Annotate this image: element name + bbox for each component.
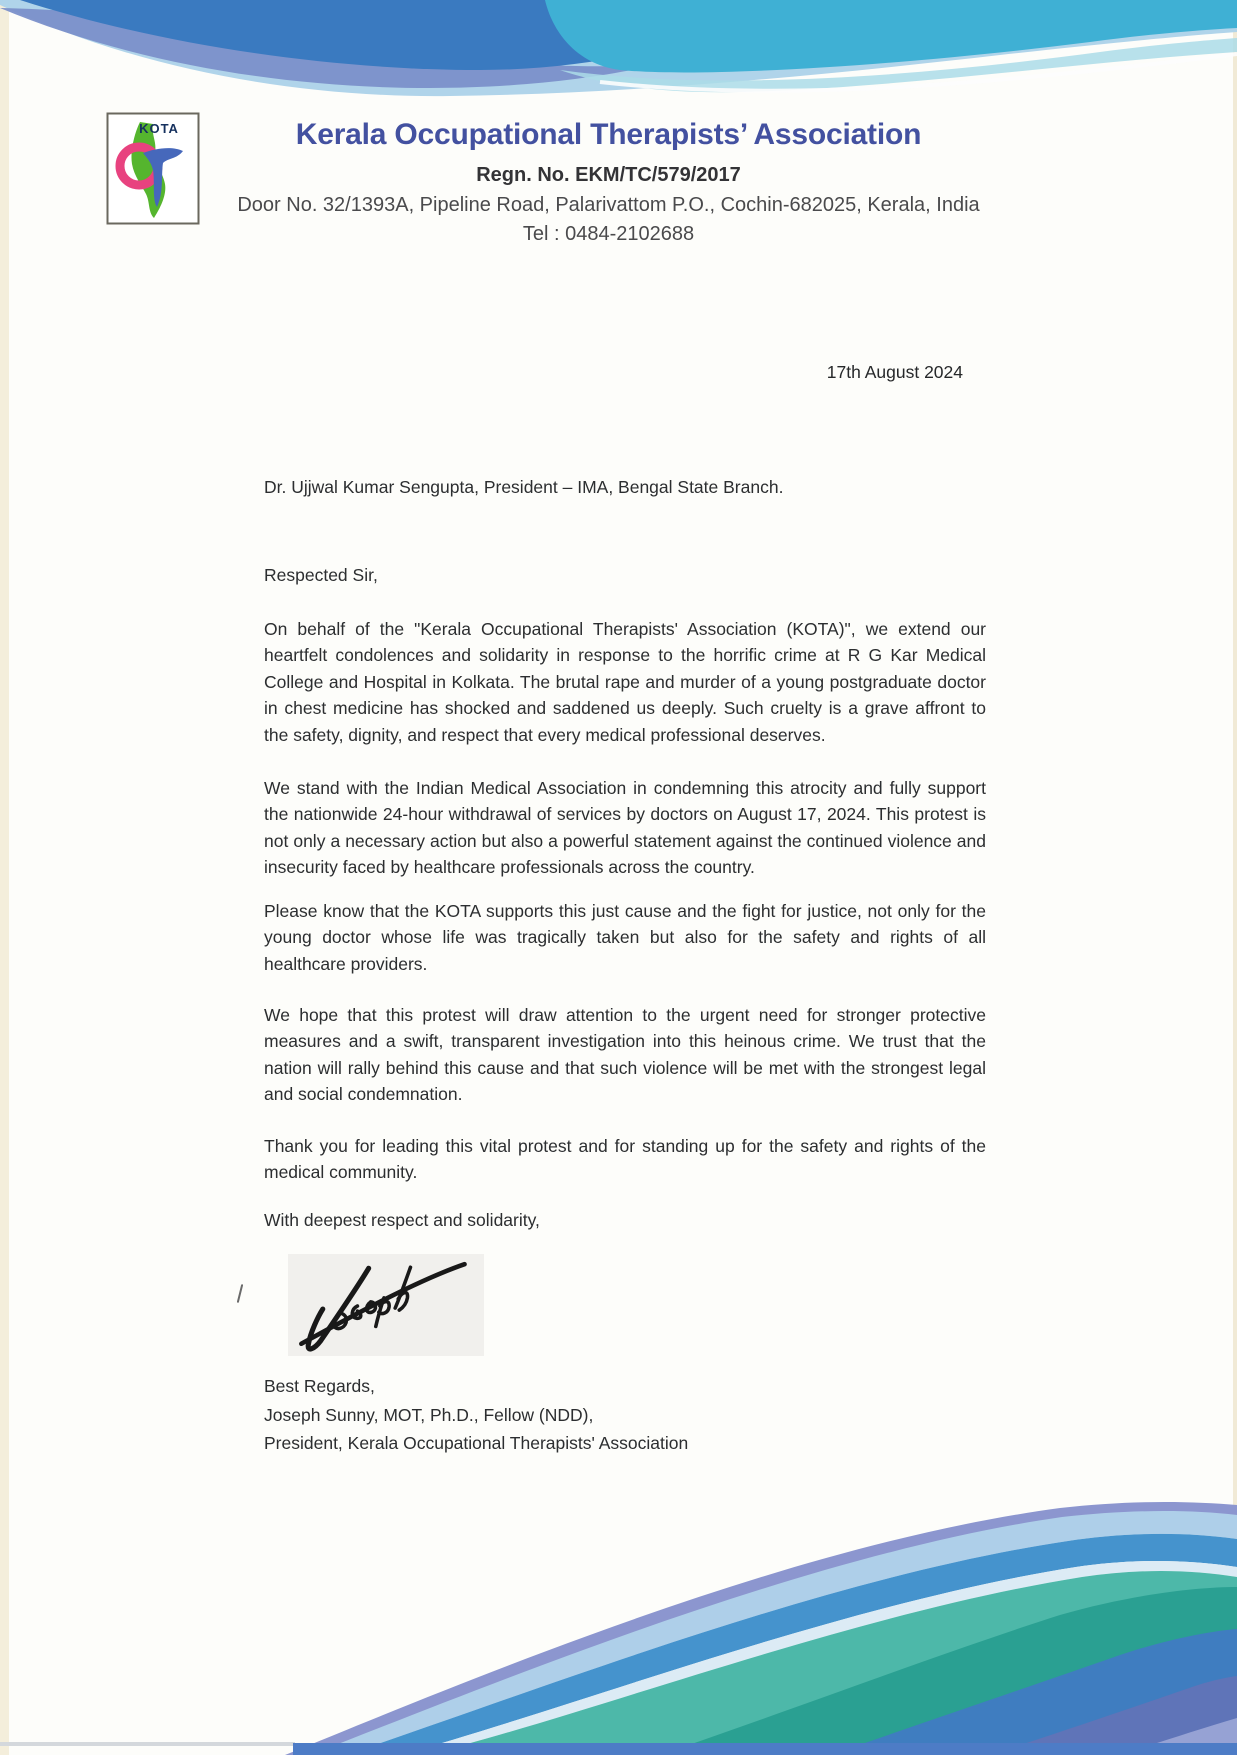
signoff: Best Regards, <box>264 1376 375 1396</box>
signature-image <box>288 1254 484 1356</box>
footer-wave-graphic <box>0 1455 1237 1755</box>
paragraph-3: Please know that the KOTA supports this just cause and the fight for justice, not only for the young doctor whose life was tragically taken but also for the safety and rights of all healthcare providers. <box>264 901 986 974</box>
closing-line: With deepest respect and solidarity, <box>264 1210 540 1230</box>
recipient-line: Dr. Ujjwal Kumar Sengupta, President – IMA, Bengal State Branch. <box>264 477 784 497</box>
signatory-title: President, Kerala Occupational Therapists' Association <box>264 1433 689 1454</box>
org-address: Door No. 32/1393A, Pipeline Road, Palarivattom P.O., Cochin-682025, Kerala, India <box>237 194 980 216</box>
letterhead <box>30 118 1187 246</box>
header-wave-graphic <box>0 0 1237 125</box>
paragraph-1: On behalf of the "Kerala Occupational Therapists' Association (KOTA)", we extend our heartfelt condolences and solidarity in response to the horrific crime at R G Kar Medical College and Hospital in Kolkata. The brutal rape and murder of a young postgraduate doctor in chest medicine has shocked and saddened us deeply. Such cruelty is a grave affront to the safety, dignity, and respect that every medical professional deserves. <box>264 619 986 745</box>
org-name: Kerala Occupational Therapists’ Association <box>295 118 922 151</box>
bottom-bar <box>293 1743 1237 1755</box>
paragraph-5: Thank you for leading this vital protest and for standing up for the safety and rights of the medical community. <box>264 1136 986 1183</box>
signatory-name: Joseph Sunny, MOT, Ph.D., Fellow (NDD), <box>264 1404 594 1425</box>
stray-pen-mark <box>237 1284 244 1303</box>
org-telephone: Tel : 0484-2102688 <box>522 223 695 245</box>
paragraph-2: We stand with the Indian Medical Association in condemning this atrocity and fully support the nationwide 24-hour withdrawal of services by doctors on August 17, 2024. This protest is not only a necessary action but also a powerful statement against the continued violence and insecurity faced by healthcare professionals across the country. <box>264 778 986 878</box>
logo-kota-text: KOTA <box>139 121 179 136</box>
letter-date: 17th August 2024 <box>826 362 963 382</box>
registration-number: Regn. No. EKM/TC/579/2017 <box>476 164 741 186</box>
salutation: Respected Sir, <box>264 565 378 585</box>
paragraph-4: We hope that this protest will draw attention to the urgent need for stronger protective measures and a swift, transparent investigation into this heinous crime. We trust that the nation will rally behind this cause and that such violence will be met with the strongest legal and social condemnation. <box>264 1005 986 1105</box>
signoff-block <box>264 1372 688 1458</box>
